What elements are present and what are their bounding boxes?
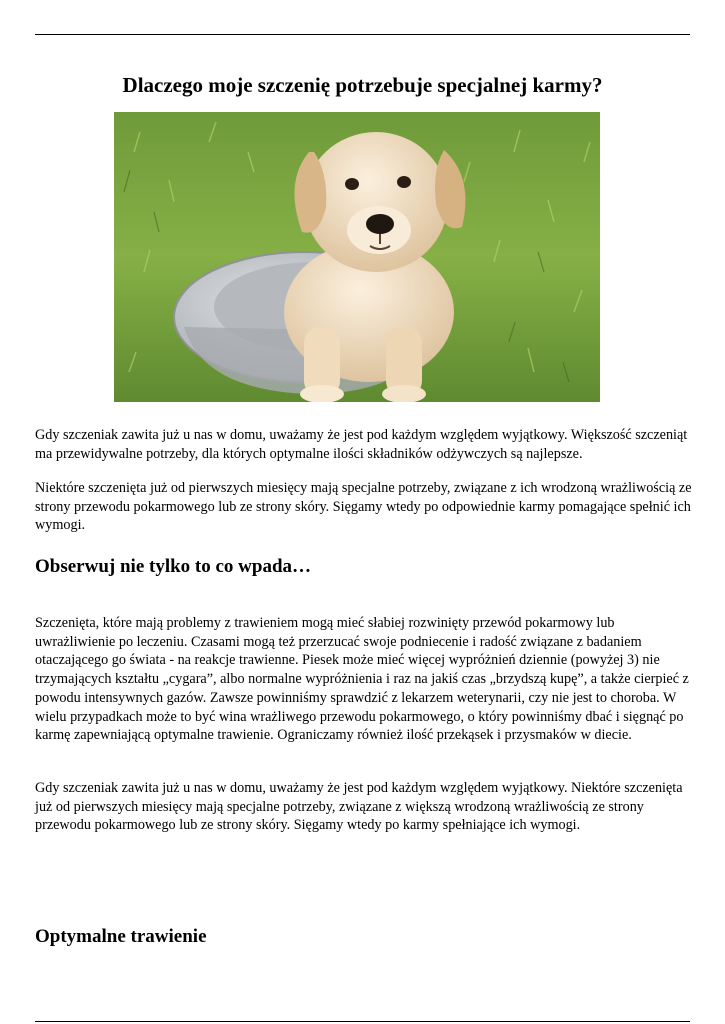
intro-paragraph-2: Niektóre szczenięta już od pierwszych miesięcy mają specjalne potrzeby, związane z ich wrodzoną wrażliwością ze strony przewodu pokarmowego lub ze strony skóry. Sięgamy wtedy po odpowiednie karmy pomagające spełnić ich wymogi. xyxy=(35,480,692,534)
intro-paragraph-1: Gdy szczeniak zawita już u nas w domu, uważamy że jest pod każdym względem wyjątkowy. Większość szczeniąt ma przewidywalne potrzeby, dla których optymalne ilości składników odżywczych są najlepsze. xyxy=(35,427,688,462)
section-heading-digestion: Optymalne trawienie xyxy=(35,926,207,947)
footer-rule xyxy=(35,1021,690,1022)
section-paragraph-2: Gdy szczeniak zawita już u nas w domu, uważamy że jest pod każdym względem wyjątkowy. Niektóre szczenięta już od pierwszych miesięcy mają specjalne potrzeby, związane z większą wrodzoną wrażliwością ze strony przewodu pokarmowego lub ze strony skóry. Sięgamy wtedy po karmy spełniające ich wymogi. xyxy=(35,780,683,834)
header-rule xyxy=(35,34,690,35)
section-paragraph-1: Szczenięta, które mają problemy z trawieniem mogą mieć słabiej rozwinięty przewód pokarmowy lub uwrażliwienie po leczeniu. Czasami mogą też przerzucać swoje podniecenie i radość związane z badaniem otaczającego go świata - na reakcje trawienne. Piesek może mieć więcej wypróżnień dziennie (powyżej 3) nie trzymających kształtu „cygara”, albo normalne wypróżnienia i raz na jakiś czas „brzydszą kupę”, a także cierpieć z powodu intensywnych gazów. Zawsze powinniśmy sprawdzić z lekarzem weterynarii, czy nie jest to choroba. W wielu przypadkach może to być wina wrażliwego przewodu pokarmowego, o który powinniśmy dbać i sięgnąć po karmę zapewniającą optymalne trawienie. Ograniczamy również ilość przekąsek i przysmaków w diecie. xyxy=(35,615,689,744)
page-title: Dlaczego moje szczenię potrzebuje specjalnej karmy? xyxy=(122,73,603,97)
puppy-photo xyxy=(114,112,600,402)
puppy-in-bowl-icon xyxy=(114,112,600,402)
section-heading-observe: Obserwuj nie tylko to co wpada… xyxy=(35,556,312,577)
